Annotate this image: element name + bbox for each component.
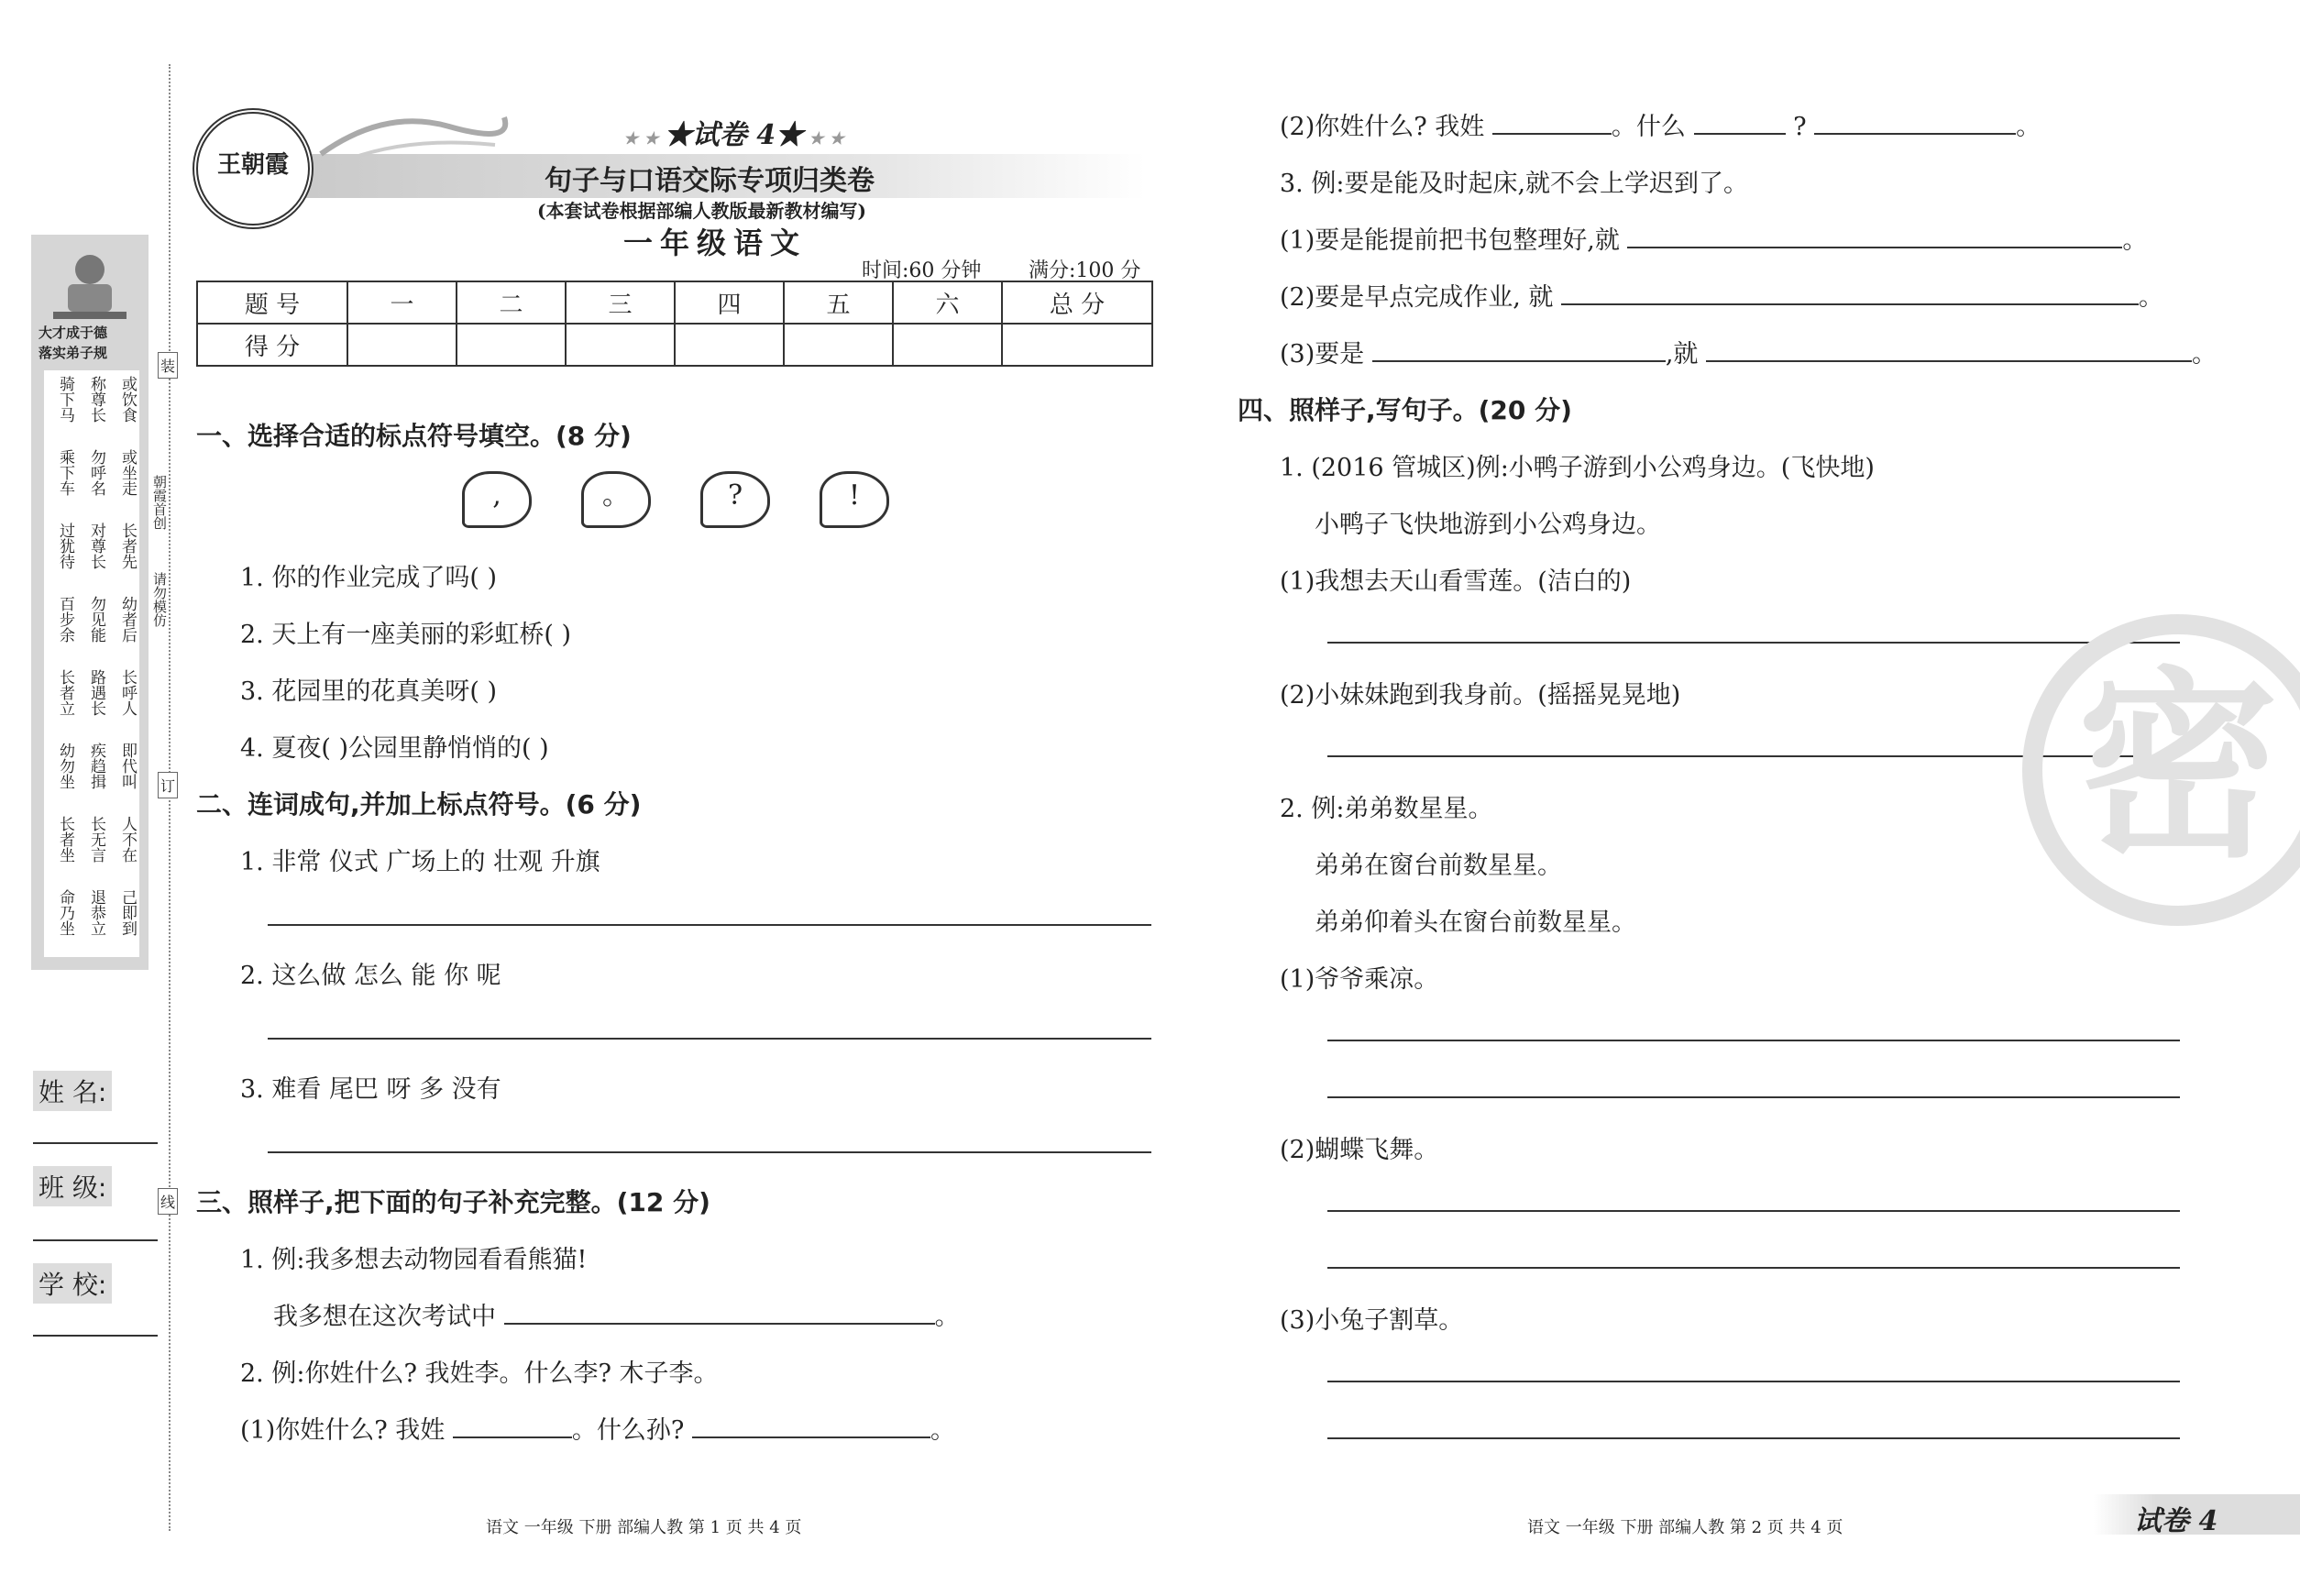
fold-mark-2: 订 — [158, 772, 178, 798]
score-input-cell[interactable] — [1002, 324, 1152, 366]
s3-q3-2: (2)要是早点完成作业, 就 。 — [1280, 283, 2164, 312]
s4-q2-1-answer-line-a[interactable] — [1327, 1040, 2180, 1041]
score-input-cell[interactable] — [566, 324, 675, 366]
s3-q1-example: 1. 例:我多想去动物园看看熊猫! — [240, 1246, 588, 1274]
score-table — [196, 281, 1153, 367]
rule-group: 己即到 — [118, 889, 137, 936]
motto-line-2: 落实弟子规 — [39, 345, 108, 361]
s2-question-3: 3. 难看 尾巴 呀 多 没有 — [240, 1075, 501, 1104]
s2-question-1: 1. 非常 仪式 广场上的 壮观 升旗 — [240, 848, 600, 876]
rule-group: 命乃坐 — [56, 889, 74, 936]
leaf-icon — [581, 471, 651, 528]
s3-q3-example: 3. 例:要是能及时起床,就不会上学迟到了。 — [1280, 170, 1749, 198]
s1-question-3[interactable]: 3. 花园里的花真美呀( ) — [240, 677, 497, 706]
notice-1: 朝霞首创 — [151, 475, 168, 530]
school-input-line[interactable] — [33, 1335, 158, 1337]
s4-q1-answer: 小鸭子飞快地游到小公鸡身边。 — [1315, 511, 1661, 539]
rule-group: 疾趋揖 — [87, 743, 105, 789]
score-cell: 三 — [566, 281, 675, 324]
class-input-line[interactable] — [33, 1239, 158, 1241]
rule-group: 勿见能 — [87, 596, 105, 643]
score-cell: 一 — [347, 281, 457, 324]
s3-q2-2-blank-c[interactable] — [1814, 111, 2016, 135]
s3-q2-1-blank-b[interactable] — [692, 1414, 930, 1438]
s4-q2-2-answer-line-b[interactable] — [1327, 1267, 2180, 1269]
rule-group: 骑下马 — [56, 376, 74, 423]
star-icon: ★ ★ — [803, 129, 844, 149]
rule-group: 对尊长 — [87, 523, 105, 569]
s3-q2-1-blank-a[interactable] — [453, 1414, 572, 1438]
rule-group: 即代叫 — [118, 743, 137, 789]
s3-q2-example: 2. 例:你姓什么? 我姓李。什么李? 木子李。 — [240, 1359, 719, 1388]
s3-q3-2-blank[interactable] — [1561, 281, 2139, 305]
s3-q2-2-blank-b[interactable] — [1694, 111, 1786, 135]
fold-mark-1: 装 — [158, 352, 178, 379]
leaf-punct: 。 — [602, 479, 630, 512]
fold-mark-3: 线 — [158, 1188, 178, 1215]
section-3-title: 三、照样子,把下面的句子补充完整。(12 分) — [196, 1187, 710, 1217]
paper-subtitle: (本套试卷根据部编人教版最新教材编写) — [537, 200, 866, 222]
score-input-cell[interactable] — [784, 324, 893, 366]
s3-q3-3: (3)要是 ,就 。 — [1280, 340, 2217, 369]
score-table-header-row — [197, 281, 1152, 324]
notice-2: 请勿模仿 — [151, 572, 168, 627]
brand-logo — [193, 108, 314, 229]
leaf-punct: ! — [848, 479, 861, 512]
s2-answer-line-1[interactable] — [268, 924, 1151, 926]
section-4-title: 四、照样子,写句子。(20 分) — [1238, 395, 1572, 425]
score-cell: 六 — [893, 281, 1002, 324]
ribbon-decoration — [312, 99, 513, 172]
s2-answer-line-3[interactable] — [268, 1151, 1151, 1153]
s1-question-1[interactable]: 1. 你的作业完成了吗( ) — [240, 564, 497, 592]
leaf-icon — [462, 471, 532, 528]
rule-group: 乘下车 — [56, 449, 74, 496]
leaf-punct: , — [492, 479, 501, 512]
rule-group: 或坐走 — [118, 449, 137, 496]
s3-q3-3-blank-b[interactable] — [1706, 338, 2192, 362]
footer-left: 语文 一年级 下册 部编人教 第 1 页 共 4 页 — [486, 1518, 802, 1537]
rule-group: 称尊长 — [87, 376, 105, 423]
rule-group: 长者坐 — [56, 816, 74, 863]
s4-q2-ex3: 弟弟仰着头在窗台前数星星。 — [1315, 908, 1636, 937]
s4-q2-ex2: 弟弟在窗台前数星星。 — [1315, 852, 1562, 880]
score-input-cell[interactable] — [675, 324, 784, 366]
footer-right: 语文 一年级 下册 部编人教 第 2 页 共 4 页 — [1527, 1518, 1843, 1537]
s4-q1-example: 1. (2016 管城区)例:小鸭子游到小公鸡身边。(飞快地) — [1280, 454, 1875, 482]
star-icon: ★ ★ — [623, 129, 665, 149]
rule-group: 百步余 — [56, 596, 74, 643]
s3-q3-1: (1)要是能提前把书包整理好,就 。 — [1280, 226, 2148, 255]
score-cell: 得 分 — [197, 324, 347, 366]
brand-logo-text: 王朝霞 — [216, 151, 289, 179]
s3-q3-3-blank-a[interactable] — [1372, 338, 1666, 362]
name-input-line[interactable] — [33, 1142, 158, 1144]
rule-group: 长者先 — [118, 523, 137, 569]
s4-q2-3-answer-line-b[interactable] — [1327, 1437, 2180, 1439]
rule-group: 退恭立 — [87, 889, 105, 936]
rule-group: 幼者后 — [118, 596, 137, 643]
s3-q2-2: (2)你姓什么? 我姓 。什么 ? 。 — [1280, 113, 2041, 141]
section-2-title: 二、连词成句,并加上标点符号。(6 分) — [196, 789, 642, 820]
paper-tag: 试卷 4 — [2134, 1505, 2218, 1537]
score-input-cell[interactable] — [347, 324, 457, 366]
s1-question-2[interactable]: 2. 天上有一座美丽的彩虹桥( ) — [240, 621, 571, 649]
full-score-info: 满分:100 分 — [1029, 259, 1141, 282]
grade-title: 一年级语文 — [623, 226, 808, 260]
s4-q2-example: 2. 例:弟弟数星星。 — [1280, 795, 1493, 823]
s3-q2-1: (1)你姓什么? 我姓 。什么孙? 。 — [240, 1416, 955, 1445]
s4-q2-2-answer-line-a[interactable] — [1327, 1210, 2180, 1212]
score-input-cell[interactable] — [893, 324, 1002, 366]
motto-line-1: 大才成于德 — [39, 325, 108, 341]
score-cell: 二 — [457, 281, 566, 324]
paper-title: 句子与口语交际专项归类卷 — [545, 165, 875, 197]
score-input-cell[interactable] — [457, 324, 566, 366]
s4-q2-1-answer-line-b[interactable] — [1327, 1096, 2180, 1098]
s2-question-2: 2. 这么做 怎么 能 你 呢 — [240, 962, 501, 990]
s4-q2-3-answer-line-a[interactable] — [1327, 1381, 2180, 1382]
rule-group: 长呼人 — [118, 669, 137, 716]
s4-q2-2: (2)蝴蝶飞舞。 — [1280, 1136, 1439, 1164]
leaf-punct: ? — [727, 479, 743, 512]
score-cell: 五 — [784, 281, 893, 324]
school-label: 学 校: — [33, 1263, 112, 1304]
section-1-title: 一、选择合适的标点符号填空。(8 分) — [196, 421, 632, 451]
rule-group: 路遇长 — [87, 669, 105, 716]
score-cell: 四 — [675, 281, 784, 324]
s4-q1-1-answer-line[interactable] — [1327, 642, 2180, 644]
class-label: 班 级: — [33, 1166, 112, 1206]
rule-group: 幼勿坐 — [56, 743, 74, 789]
s2-answer-line-2[interactable] — [268, 1038, 1151, 1040]
s1-question-4[interactable]: 4. 夏夜( )公园里静悄悄的( ) — [240, 734, 549, 763]
name-label: 姓 名: — [33, 1071, 112, 1111]
s3-q2-2-blank-a[interactable] — [1492, 111, 1612, 135]
score-table-score-row — [197, 324, 1152, 366]
leaf-icon — [700, 471, 770, 528]
rule-group: 勿呼名 — [87, 449, 105, 496]
secret-seal-watermark: 密 — [2022, 614, 2300, 926]
leaf-icon — [820, 471, 889, 528]
s4-q2-3: (3)小兔子割草。 — [1280, 1306, 1464, 1335]
rule-group: 长者立 — [56, 669, 74, 716]
s3-q3-1-blank[interactable] — [1627, 225, 2122, 248]
score-cell: 总 分 — [1002, 281, 1152, 324]
s4-q2-1: (1)爷爷乘凉。 — [1280, 965, 1439, 994]
time-info: 时间:60 分钟 — [862, 259, 982, 282]
score-cell: 题 号 — [197, 281, 347, 324]
scholar-illustration — [31, 244, 149, 326]
s4-q1-2: (2)小妹妹跑到我身前。(摇摇晃晃地) — [1280, 681, 1681, 710]
s3-q1-blank[interactable] — [504, 1301, 935, 1325]
rule-group: 人不在 — [118, 816, 137, 863]
s3-q1-fill: 我多想在这次考试中 。 — [273, 1303, 960, 1331]
rule-group: 过犹待 — [56, 523, 74, 569]
s4-q1-1: (1)我想去天山看雪莲。(洁白的) — [1280, 567, 1632, 596]
rule-group: 或饮食 — [118, 376, 137, 423]
paper-number: ★ ★ ★试卷 4★ ★ ★ — [623, 119, 844, 151]
rule-group: 长无言 — [87, 816, 105, 863]
